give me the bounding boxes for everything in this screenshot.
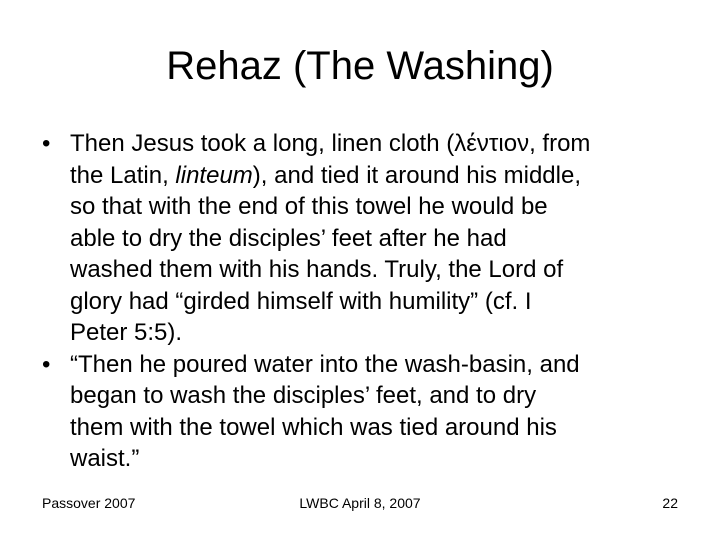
bullet-marker: • [42,130,51,157]
bullet-list [42,128,692,475]
bullet-line: “Then he poured water into the wash-basin, and [70,350,580,378]
bullet-line: Peter 5:5). [70,319,183,346]
text-run: ), and tied it around his middle, [252,161,581,189]
bullet-marker: • [42,350,51,378]
bullet-line: waist.” [70,445,140,472]
bullet-line: so that with the end of this towel he would be [70,193,548,220]
bullet-item [42,128,692,349]
bullet-line: began to wash the disciples’ feet, and to dry [70,382,537,409]
bullet-line: glory had “girded himself with humility” (cf. I [70,287,532,315]
bullet-line: Then Jesus took a long, linen cloth (λέντιον, from [70,130,591,157]
slide-number: 22 [662,495,678,511]
bullet-line: washed them with his hands. Truly, the Lord of [70,256,564,283]
text-run: the Latin, [70,161,176,189]
bullet-line: able to dry the disciples’ feet after he had [70,224,507,252]
bullet-item [42,349,692,475]
bullet-line [70,160,692,192]
slide-title: Rehaz (The Washing) [166,44,554,88]
footer-date: LWBC April 8, 2007 [299,495,421,511]
italic-term: linteum [175,161,253,189]
bullet-line: them with the towel which was tied around his [70,413,557,441]
footer-left-text: Passover 2007 [42,495,136,511]
